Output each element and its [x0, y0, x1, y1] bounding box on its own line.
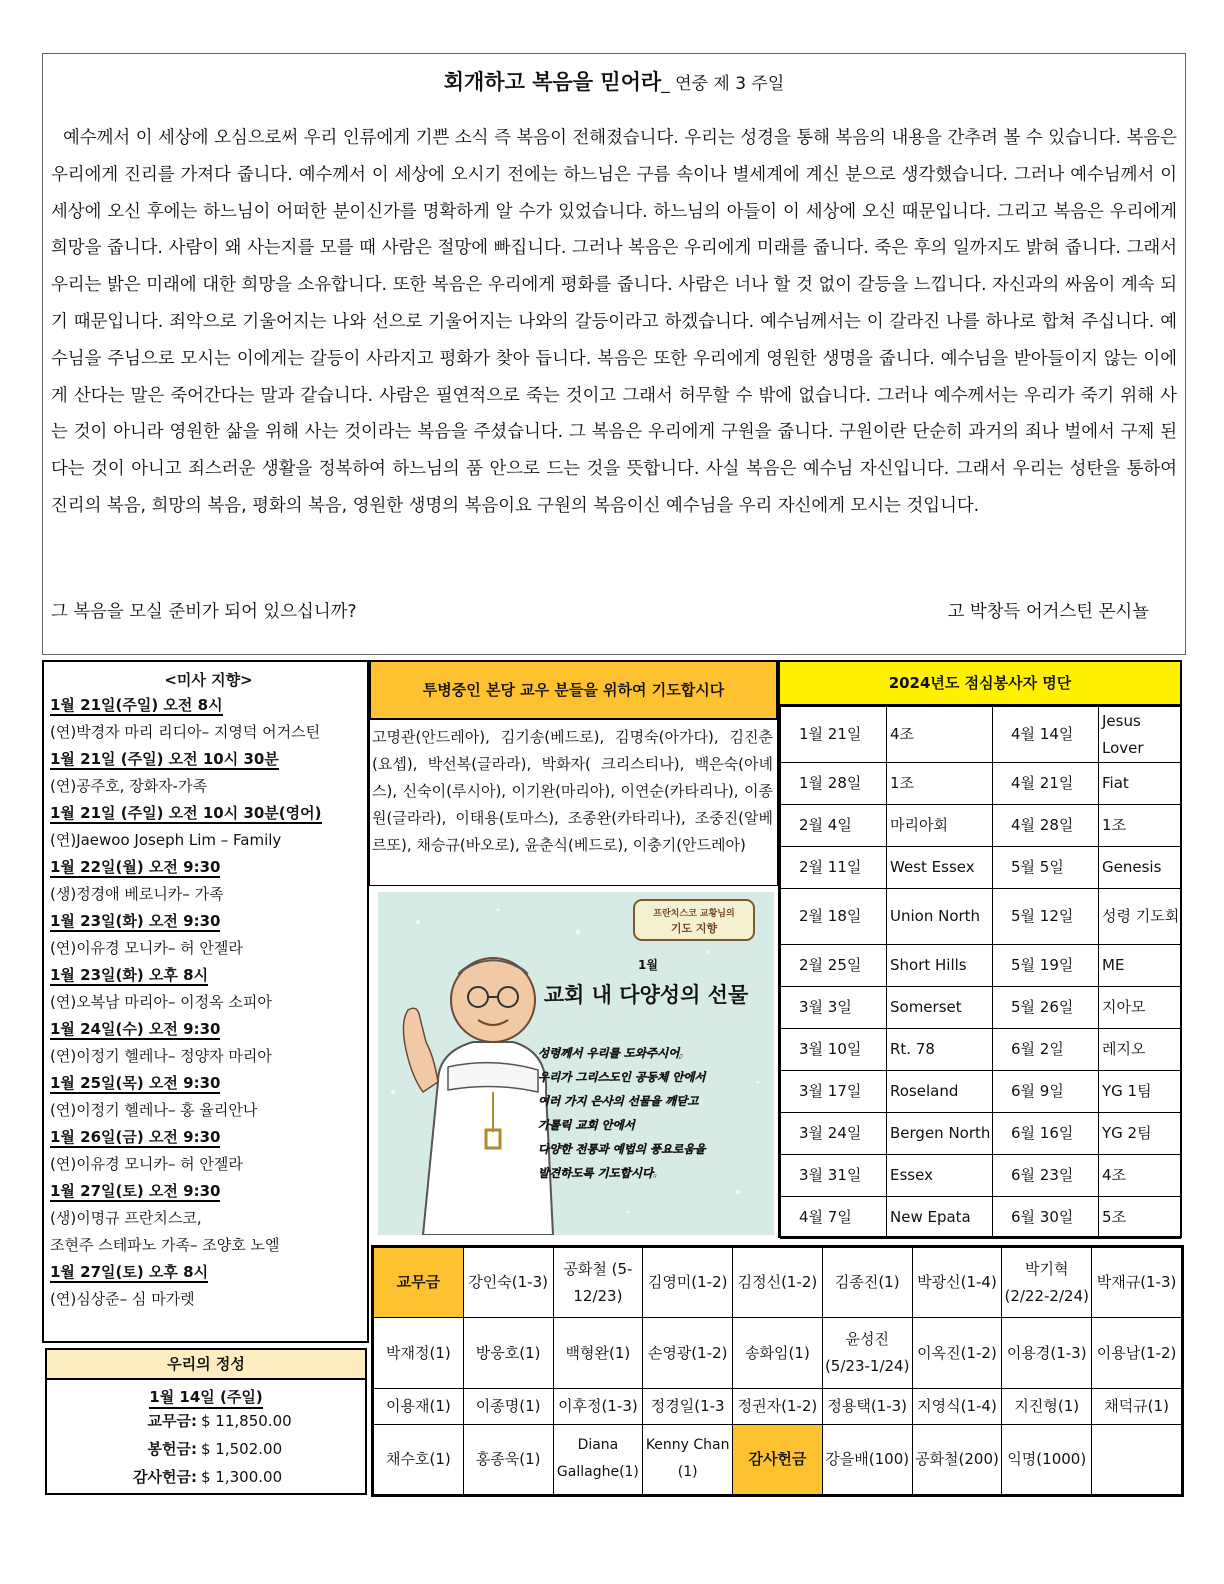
- lunch-group-cell: Rt. 78: [887, 1029, 993, 1071]
- lunch-date-cell: 2월 11일: [781, 847, 887, 889]
- lunch-date-cell: 3월 3일: [781, 987, 887, 1029]
- offering-rows: [47, 1407, 365, 1491]
- mass-date-text: 1월 23일(화) 오전 9:30: [50, 912, 221, 930]
- donation-row: [374, 1388, 1182, 1424]
- lunch-date-cell: 1월 28일: [781, 763, 887, 805]
- donation-grid-table: [373, 1247, 1182, 1495]
- donation-name-cell: 김영미(1-2): [643, 1248, 733, 1318]
- lunch-group-cell: YG 2팀: [1099, 1113, 1181, 1155]
- donation-name-cell: 이옥진(1-2): [912, 1318, 1002, 1388]
- donation-name-cell: 김종진(1): [822, 1248, 912, 1318]
- lunch-group-cell: YG 1팀: [1099, 1071, 1181, 1113]
- lunch-group-cell: 마리아회: [887, 805, 993, 847]
- lunch-row: [781, 1071, 1181, 1113]
- lunch-group-cell: Short Hills: [887, 945, 993, 987]
- donation-grid-box: [371, 1245, 1184, 1497]
- lunch-date-cell: 2월 4일: [781, 805, 887, 847]
- mass-intentions-list: [50, 692, 367, 1313]
- lunch-date-cell: 6월 16일: [993, 1113, 1099, 1155]
- mass-date: [50, 1124, 367, 1151]
- offering-value: $ 11,850.00: [201, 1412, 292, 1430]
- donation-name-cell: 정경일(1-3: [643, 1388, 733, 1424]
- pope-intention-text: [538, 1046, 707, 1180]
- mass-intention: (연)Jaewoo Joseph Lim – Family: [50, 831, 282, 849]
- lunch-date-cell: 3월 31일: [781, 1155, 887, 1197]
- donation-name-cell: 지영식(1-4): [912, 1388, 1002, 1424]
- donation-name-cell: 정용택(1-3): [822, 1388, 912, 1424]
- lunch-row: [781, 889, 1181, 945]
- lunch-row: [781, 1113, 1181, 1155]
- donation-category-cell: 감사헌금: [733, 1424, 823, 1494]
- donation-name-cell: 지진형(1): [1002, 1388, 1092, 1424]
- mass-date: [50, 746, 367, 773]
- mass-intention: (연)이유경 모니카– 허 안젤라: [50, 939, 243, 957]
- donation-name-cell: 이후정(1-3): [553, 1388, 643, 1424]
- pope-text-line-3: 여러 가지 은사의 선물을 깨닫고: [538, 1094, 699, 1108]
- lunch-volunteer-box: [778, 660, 1182, 1238]
- pope-text-line-4: 가톨릭 교회 안에서: [538, 1118, 635, 1132]
- lunch-group-cell: 1조: [1099, 805, 1181, 847]
- lunch-date-cell: 2월 18일: [781, 889, 887, 945]
- mass-date: [50, 854, 367, 881]
- lunch-group-cell: 5조: [1099, 1197, 1181, 1239]
- lunch-date-cell: 5월 12일: [993, 889, 1099, 945]
- donation-name-cell: 홍종욱(1): [463, 1424, 553, 1494]
- mass-intention: (연)이정기 헬레나– 정양자 마리아: [50, 1047, 272, 1065]
- offering-label: 봉헌금:: [147, 1440, 197, 1458]
- donation-name-cell: Diana Gallaghe(1): [553, 1424, 643, 1494]
- donation-row: [374, 1424, 1182, 1494]
- lunch-date-cell: 6월 30일: [993, 1197, 1099, 1239]
- mass-intention: (생)정경애 베로니카– 가족: [50, 885, 224, 903]
- homily-subtitle: _ 연중 제 3 주일: [661, 74, 785, 94]
- lunch-group-cell: Genesis: [1099, 847, 1181, 889]
- lunch-date-cell: 6월 23일: [993, 1155, 1099, 1197]
- lunch-date-cell: 6월 9일: [993, 1071, 1099, 1113]
- pope-text-line-6: 발견하도록 기도합시다.: [538, 1166, 658, 1180]
- donation-name-cell: 방웅호(1): [463, 1318, 553, 1388]
- donation-name-cell: 강인숙(1-3): [463, 1248, 553, 1318]
- lunch-date-cell: 2월 25일: [781, 945, 887, 987]
- offering-row: [47, 1407, 365, 1435]
- donation-name-cell: 정권자(1-2): [733, 1388, 823, 1424]
- donation-name-cell: 윤성진 (5/23-1/24): [822, 1318, 912, 1388]
- mass-intention: (연)심상준– 심 마가렛: [50, 1290, 195, 1308]
- donation-name-cell: 이용남(1-2): [1092, 1318, 1182, 1388]
- lunch-group-cell: Union North: [887, 889, 993, 945]
- lunch-group-cell: 1조: [887, 763, 993, 805]
- pope-heading: 교회 내 다양성의 선물: [543, 983, 749, 1007]
- donation-category-cell: 교무금: [374, 1248, 464, 1318]
- mass-date-text: 1월 26일(금) 오전 9:30: [50, 1128, 221, 1146]
- pope-month: 1월: [638, 958, 658, 972]
- mass-intention: 조현주 스테파노 가족– 조양호 노엘: [50, 1236, 280, 1254]
- lunch-row: [781, 1155, 1181, 1197]
- mass-intention: (연)이유경 모니카– 허 안젤라: [50, 1155, 243, 1173]
- lunch-row: [781, 805, 1181, 847]
- prayer-names: 고명관(안드레아), 김기송(베드로), 김명숙(아가다), 김진춘(요셉), 박선복(글라라), 박화자( 크리스티나), 백은숙(아녜스), 신숙이(루시아), 이기완(마리아), 이연순(카타리나), 이종원(글라라), 이태용(토마스), 조종완(카타리나), 조중진(알베르또), 채승규(바오로), 윤춘식(베드로), 이충기(안드레아): [372, 728, 773, 854]
- donation-name-cell: 박재정(1): [374, 1318, 464, 1388]
- mass-date: [50, 1070, 367, 1097]
- donation-name-cell: 익명(1000): [1002, 1424, 1092, 1494]
- lunch-date-cell: 5월 5일: [993, 847, 1099, 889]
- lunch-date-cell: 4월 14일: [993, 707, 1099, 763]
- donation-name-cell: 공화철 (5-12/23): [553, 1248, 643, 1318]
- pope-figure: [403, 958, 553, 1235]
- lunch-group-cell: Bergen North: [887, 1113, 993, 1155]
- lunch-group-cell: 레지오: [1099, 1029, 1181, 1071]
- pope-text-line-5: 다양한 전통과 예법의 풍요로움을: [538, 1142, 706, 1156]
- lunch-date-cell: 1월 21일: [781, 707, 887, 763]
- mass-date: [50, 908, 367, 935]
- lunch-group-cell: West Essex: [887, 847, 993, 889]
- mass-date-text: 1월 23일(화) 오후 8시: [50, 966, 209, 984]
- mass-date-text: 1월 21일(주일) 오전 8시: [50, 696, 223, 714]
- homily-author: 고 박창득 어거스틴 몬시뇰: [947, 602, 1149, 622]
- donation-name-cell: 김정신(1-2): [733, 1248, 823, 1318]
- offering-title: 우리의 정성: [47, 1350, 365, 1380]
- lunch-row: [781, 763, 1181, 805]
- homily-closing: [51, 594, 1149, 631]
- lunch-group-cell: ME: [1099, 945, 1181, 987]
- donation-row: [374, 1318, 1182, 1388]
- offering-label: 교무금:: [147, 1412, 197, 1430]
- lunch-date-cell: 3월 17일: [781, 1071, 887, 1113]
- pope-text-line-1: 성령께서 우리를 도와주시어,: [538, 1046, 684, 1060]
- offering-row: [47, 1463, 365, 1491]
- mass-date-text: 1월 27일(토) 오후 8시: [50, 1263, 209, 1281]
- lunch-volunteer-table: [780, 706, 1181, 1239]
- donation-name-cell: 박기혁 (2/22-2/24): [1002, 1248, 1092, 1318]
- mass-date-text: 1월 21일 (주일) 오전 10시 30분(영어): [50, 804, 322, 822]
- offering-date: [47, 1386, 365, 1407]
- mass-intention: (연)이정기 헬레나– 홍 율리안나: [50, 1101, 258, 1119]
- offering-label: 감사헌금:: [133, 1468, 197, 1486]
- donation-name-cell: 이용경(1-3): [1002, 1318, 1092, 1388]
- mass-date-text: 1월 22일(월) 오전 9:30: [50, 858, 221, 876]
- lunch-group-cell: New Epata: [887, 1197, 993, 1239]
- mass-date: [50, 800, 367, 827]
- homily-question: 그 복음을 모실 준비가 되어 있으십니까?: [51, 602, 357, 622]
- lunch-group-cell: 4조: [1099, 1155, 1181, 1197]
- donation-name-cell: 이용재(1): [374, 1388, 464, 1424]
- lunch-group-cell: Somerset: [887, 987, 993, 1029]
- lunch-date-cell: 4월 28일: [993, 805, 1099, 847]
- mass-date-text: 1월 27일(토) 오전 9:30: [50, 1182, 221, 1200]
- mass-date-text: 1월 21일 (주일) 오전 10시 30분: [50, 750, 279, 768]
- donation-name-cell: 손영광(1-2): [643, 1318, 733, 1388]
- lunch-date-cell: 4월 7일: [781, 1197, 887, 1239]
- donation-name-cell: 송화임(1): [733, 1318, 823, 1388]
- offering-value: $ 1,502.00: [201, 1440, 283, 1458]
- lunch-row: [781, 1029, 1181, 1071]
- lunch-group-cell: Essex: [887, 1155, 993, 1197]
- offering-value: $ 1,300.00: [201, 1468, 283, 1486]
- lunch-date-cell: 3월 10일: [781, 1029, 887, 1071]
- lunch-row: [781, 945, 1181, 987]
- donation-name-cell: 채수호(1): [374, 1424, 464, 1494]
- pope-prayer-intention-image: [378, 892, 774, 1235]
- homily-title-main: 회개하고 복음을 믿어라: [443, 70, 662, 94]
- offering-box: [45, 1348, 367, 1495]
- homily-body: 예수께서 이 세상에 오심으로써 우리 인류에게 기쁜 소식 즉 복음이 전해졌습니다. 우리는 성경을 통해 복음의 내용을 간추려 볼 수 있습니다. 복음은 우리에게 진리를 가져다 줍니다. 예수께서 이 세상에 오시기 전에는 하느님은 구름 속이나 별세계에 계신 분으로 생각했습니다. 그러나 예수님께서 이 세상에 오신 후에는 하느님이 어떠한 분이신가를 명확하게 알 수가 있었습니다. 하느님의 아들이 이 세상에 오신 때문입니다. 그리고 복음은 우리에게 희망을 줍니다. 사람이 왜 사는지를 모를 때 사람은 절망에 빠집니다. 그러나 복음은 우리에게 미래를 줍니다. 죽은 후의 일까지도 밝혀 줍니다. 그래서 우리는 밝은 미래에 대한 희망을 소유합니다. 또한 복음은 우리에게 평화를 줍니다. 사람은 너나 할 것 없이 갈등을 느낍니다. 자신과의 싸움이 계속 되기 때문입니다. 죄악으로 기울어지는 나와 선으로 기울어지는 나와의 갈등이라고 하겠습니다. 예수님께서는 이 갈라진 나를 하나로 합쳐 주십니다. 예수님을 주님으로 모시는 이에게는 갈등이 사라지고 평화가 찾아 듭니다. 복음은 또한 우리에게 영원한 생명을 줍니다. 예수님을 받아들이지 않는 이에게 산다는 말은 죽어간다는 말과 같습니다. 사람은 필연적으로 죽는 것이고 그래서 허무할 수 밖에 없습니다. 그러나 예수께서는 우리가 죽기 위해 사는 것이 아니라 영원한 삶을 위해 사는 것이라는 복음을 주셨습니다. 그 복음은 우리에게 구원을 줍니다. 구원이란 단순히 과거의 죄나 벌에서 구제 된다는 것이 아니고 죄스러운 생활을 정복하여 하느님의 품 안으로 드는 것을 뜻합니다. 사실 복음은 예수님 자신입니다. 그래서 우리는 성탄을 통하여 진리의 복음, 희망의 복음, 평화의 복음, 영원한 생명의 복음이요 구원의 복음이신 예수님을 우리 자신에게 모시는 것입니다.: [51, 128, 1177, 516]
- lunch-group-cell: Roseland: [887, 1071, 993, 1113]
- lunch-group-cell: Fiat: [1099, 763, 1181, 805]
- prayer-box: [369, 660, 778, 886]
- mass-date: [50, 1259, 367, 1286]
- badge-line-2: 기도 지향: [670, 922, 718, 935]
- donation-name-cell: 박광신(1-4): [912, 1248, 1002, 1318]
- mass-intention: (생)이명규 프란치스코,: [50, 1209, 202, 1227]
- donation-name-cell: 이종명(1): [463, 1388, 553, 1424]
- lunch-row: [781, 707, 1181, 763]
- pope-illustration: [378, 892, 774, 1235]
- lunch-row: [781, 987, 1181, 1029]
- donation-name-cell: 강을배(100): [822, 1424, 912, 1494]
- lunch-row: [781, 847, 1181, 889]
- lunch-date-cell: 5월 19일: [993, 945, 1099, 987]
- mass-date: [50, 1016, 367, 1043]
- lunch-row: [781, 1197, 1181, 1239]
- lunch-date-cell: 5월 26일: [993, 987, 1099, 1029]
- homily-box: [42, 53, 1186, 655]
- lunch-group-cell: Jesus Lover: [1099, 707, 1181, 763]
- pope-text-line-2: 우리가 그리스도인 공동체 안에서: [538, 1070, 706, 1084]
- mass-date-text: 1월 25일(목) 오전 9:30: [50, 1074, 221, 1092]
- donation-name-cell: [1092, 1424, 1182, 1494]
- donation-name-cell: 백형완(1): [553, 1318, 643, 1388]
- lunch-date-cell: 3월 24일: [781, 1113, 887, 1155]
- donation-name-cell: 공화철(200): [912, 1424, 1002, 1494]
- offering-date-text: 1월 14일 (주일): [149, 1388, 262, 1409]
- mass-date: [50, 962, 367, 989]
- lunch-group-cell: 지아모: [1099, 987, 1181, 1029]
- lunch-group-cell: 성령 기도회: [1099, 889, 1181, 945]
- offering-row: [47, 1435, 365, 1463]
- mass-intention: (연)박경자 마리 리디아– 지영덕 어거스틴: [50, 723, 321, 741]
- homily-title: [43, 66, 1185, 96]
- lunch-volunteer-title: 2024년도 점심봉사자 명단: [780, 662, 1180, 706]
- lunch-date-cell: 6월 2일: [993, 1029, 1099, 1071]
- lunch-group-cell: 4조: [887, 707, 993, 763]
- mass-date: [50, 692, 367, 719]
- mass-date: [50, 1178, 367, 1205]
- mass-intention: (연)오복남 마리아– 이정옥 소피아: [50, 993, 272, 1011]
- donation-row: [374, 1248, 1182, 1318]
- prayer-title: 투병중인 본당 교우 분들을 위하여 기도합시다: [369, 660, 778, 720]
- donation-name-cell: 박재규(1-3): [1092, 1248, 1182, 1318]
- mass-intentions-title: <미사 지향>: [164, 671, 253, 689]
- badge-line-1: 프란치스코 교황님의: [653, 909, 735, 919]
- mass-date-text: 1월 24일(수) 오전 9:30: [50, 1020, 221, 1038]
- mass-intention: (연)공주호, 장화자-가족: [50, 777, 208, 795]
- donation-name-cell: Kenny Chan (1): [643, 1424, 733, 1494]
- donation-name-cell: 채덕규(1): [1092, 1388, 1182, 1424]
- lunch-date-cell: 4월 21일: [993, 763, 1099, 805]
- mass-intentions-box: [42, 660, 369, 1343]
